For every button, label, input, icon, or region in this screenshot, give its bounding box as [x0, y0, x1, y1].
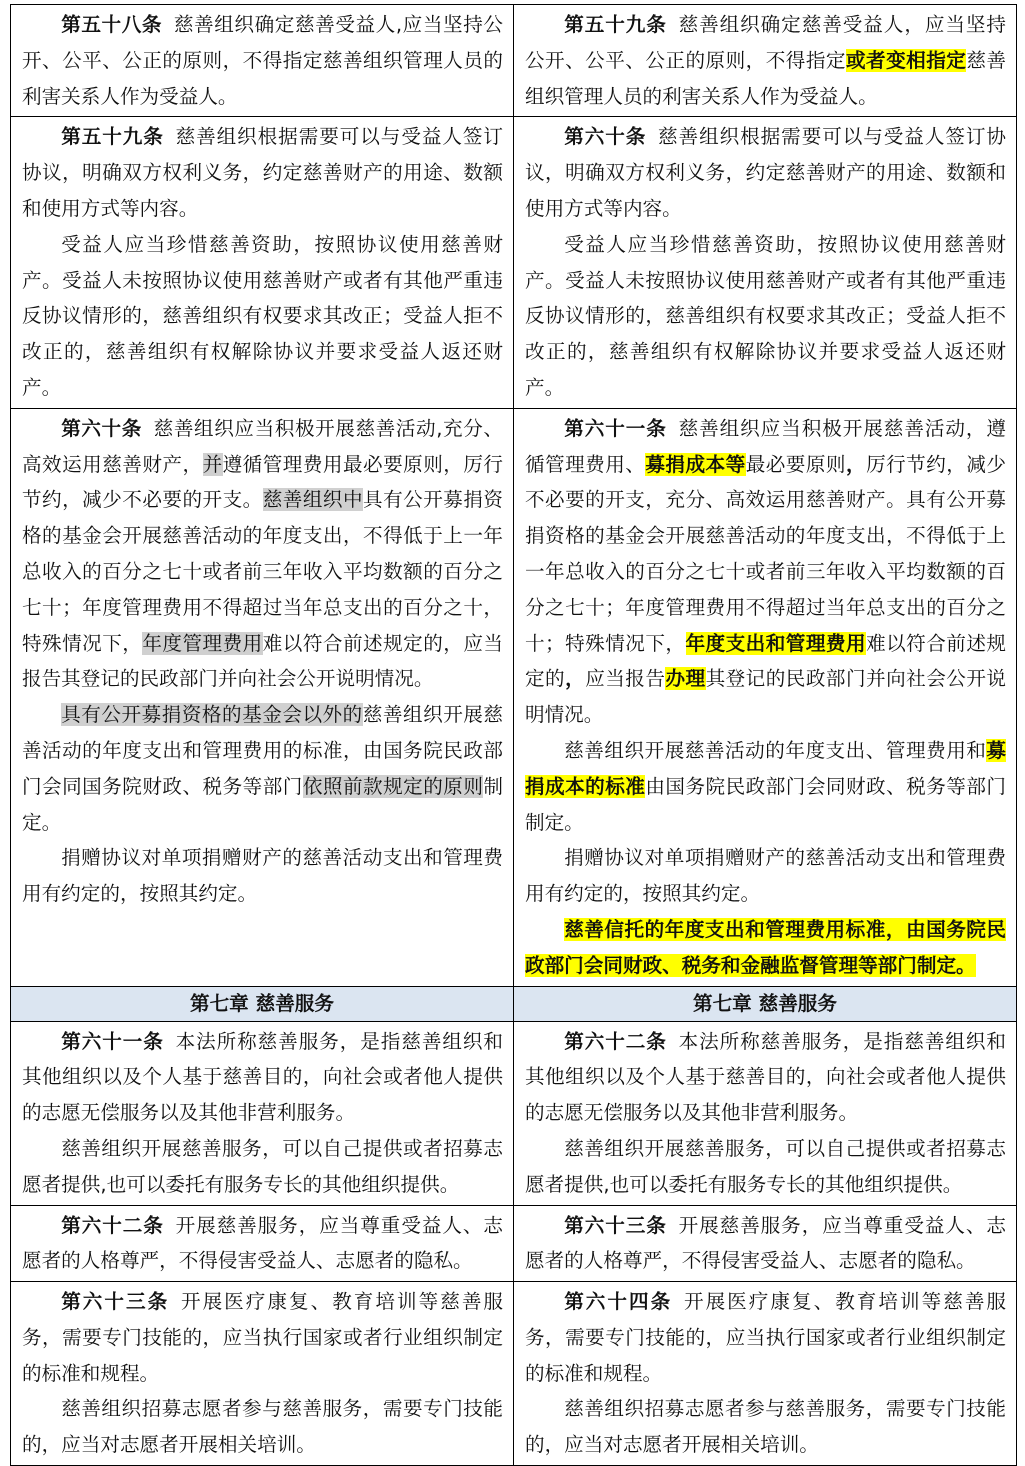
article-paragraph — [525, 733, 1006, 840]
article-paragraph — [22, 1391, 503, 1463]
left-column-cell — [11, 1205, 514, 1282]
article-paragraph — [22, 1024, 503, 1131]
bold-punctuation: ， — [846, 452, 867, 476]
article-text: 开展医疗康复、教育培训等慈善服务，需要专门技能的，应当执行国家或者行业组织制定的标准和规程。 — [525, 1290, 1007, 1385]
article-paragraph — [525, 119, 1006, 226]
article-row — [11, 1205, 1017, 1282]
article-text: 慈善组织确定慈善受益人，应当坚持公开、公平、公正的原则，不得指定 — [525, 13, 1007, 72]
article-paragraph — [525, 1391, 1006, 1463]
changed-text-highlight: 年度管理费用 — [142, 631, 263, 655]
article-number: 第六十三条 — [564, 1213, 667, 1237]
article-text: 慈善组织应当积极开展慈善活动，遵循管理费用、 — [525, 416, 1007, 476]
article-paragraph — [525, 411, 1006, 733]
article-text: 慈善组织开展慈善活动的年度支出和管理费用的标准，由国务院民政部门会同国务院财政、税务等部门 — [22, 703, 504, 798]
new-text-highlight: 或者变相指定 — [845, 48, 967, 72]
article-number: 第六十条 — [564, 125, 647, 149]
changed-text-highlight: 依照前款规定的原则 — [302, 774, 484, 798]
article-text: 由国务院民政部门会同财政、税务等部门制定。 — [525, 774, 1007, 834]
article-paragraph — [22, 411, 503, 697]
left-column-cell — [11, 408, 514, 986]
new-text-highlight: 年度支出和管理费用 — [685, 631, 867, 655]
article-text: 难以符合前述规定的，应当报告其登记的民政部门并向社会公开说明情况。 — [22, 631, 504, 691]
article-text: 慈善组织招募志愿者参与慈善服务，需要专门技能的，应当对志愿者开展相关培训。 — [525, 1397, 1006, 1457]
article-paragraph — [525, 7, 1006, 114]
changed-text-highlight: 慈善组织中 — [262, 488, 364, 512]
article-text: 厉行节约，减少不必要的开支，充分、高效运用慈善财产。具有公开募捐资格的基金会开展慈善活动的年度支出，不得低于上一年总收入的百分之七十或者前三年收入平均数额的百分之七十；年度管理费用不得超过当年总支出的百分之十；特殊情况下， — [525, 452, 1007, 655]
article-row — [11, 1282, 1017, 1466]
article-text: 遵循管理费用最必要原则，厉行节约，减少不必要的开支。 — [22, 452, 504, 512]
article-paragraph — [525, 840, 1006, 912]
changed-text-highlight: 具有公开募捐资格的基金会以外的 — [61, 703, 363, 727]
article-text: 其登记的民政部门并向社会公开说明情况。 — [525, 667, 1007, 727]
article-row — [11, 1021, 1017, 1205]
article-paragraph — [22, 119, 503, 226]
left-column-cell — [11, 5, 514, 117]
chapter-title: 第七章 慈善服务 — [11, 986, 514, 1021]
article-number: 第五十九条 — [61, 125, 164, 149]
left-column-cell — [11, 1282, 514, 1466]
left-column-cell — [11, 1021, 514, 1205]
article-text: 受益人应当珍惜慈善资助，按照协议使用慈善财产。受益人未按照协议使用慈善财产或者有其他严重违反协议情形的，慈善组织有权要求其改正；受益人拒不改正的，慈善组织有权解除协议并要求受益人返还财产。 — [525, 232, 1006, 399]
right-column-cell — [514, 5, 1017, 117]
article-text: 慈善组织开展慈善活动的年度支出、管理费用和 — [564, 738, 987, 762]
right-column-cell — [514, 408, 1017, 986]
bold-punctuation: ， — [565, 667, 586, 691]
article-text: 慈善组织管理人员的利害关系人作为受益人。 — [525, 48, 1007, 108]
article-paragraph — [22, 227, 503, 406]
article-text: 应当报告 — [585, 667, 666, 691]
article-row — [11, 408, 1017, 986]
article-number: 第六十一条 — [564, 416, 667, 440]
article-paragraph — [22, 1284, 503, 1391]
right-column-cell — [514, 117, 1017, 408]
article-text: 捐赠协议对单项捐赠财产的慈善活动支出和管理费用有约定的，按照其约定。 — [22, 846, 503, 906]
right-column-cell — [514, 1021, 1017, 1205]
article-text: 最必要原则 — [745, 452, 846, 476]
article-text: 制定。 — [22, 774, 504, 834]
article-number: 第六十四条 — [564, 1290, 673, 1314]
article-paragraph — [22, 7, 503, 114]
article-text: 慈善组织应当积极开展慈善活动,充分、高效运用慈善财产， — [22, 416, 503, 476]
article-text: 慈善组织确定慈善受益人,应当坚持公开、公平、公正的原则，不得指定慈善组织管理人员的利害关系人作为受益人。 — [22, 13, 504, 108]
article-text: 受益人应当珍惜慈善资助，按照协议使用慈善财产。受益人未按照协议使用慈善财产或者有其他严重违反协议情形的，慈善组织有权要求其改正；受益人拒不改正的，慈善组织有权解除协议并要求受益人返还财产。 — [22, 232, 503, 399]
article-text: 慈善组织开展慈善服务，可以自己提供或者招募志愿者提供,也可以委托有服务专长的其他组织提供。 — [22, 1136, 503, 1196]
right-column-cell — [514, 1282, 1017, 1466]
new-text-highlight: 募捐成本的标准 — [525, 738, 1006, 798]
article-text: 慈善组织根据需要可以与受益人签订协议，明确双方权利义务，约定慈善财产的用途、数额和使用方式等内容。 — [22, 125, 504, 220]
article-paragraph — [22, 697, 503, 840]
new-text-highlight: 办理 — [665, 667, 706, 691]
new-text-highlight: 慈善信托的年度支出和管理费用标准，由国务院民政部门会同财政、税务和金融监督管理等部门制定。 — [525, 917, 1006, 977]
table-body — [11, 5, 1017, 1466]
right-column-cell — [514, 1205, 1017, 1282]
article-number: 第六十二条 — [61, 1213, 164, 1237]
article-paragraph — [525, 1284, 1006, 1391]
article-text: 本法所称慈善服务，是指慈善组织和其他组织以及个人基于慈善目的，向社会或者他人提供的志愿无偿服务以及其他非营利服务。 — [525, 1029, 1007, 1125]
article-text: 慈善组织根据需要可以与受益人签订协议，明确双方权利义务，约定慈善财产的用途、数额和使用方式等内容。 — [525, 125, 1006, 220]
comparison-table-wrapper — [10, 4, 1016, 1466]
article-paragraph — [22, 1131, 503, 1203]
article-paragraph — [22, 1208, 503, 1280]
article-number: 第六十一条 — [61, 1029, 164, 1053]
article-paragraph — [22, 840, 503, 912]
article-row — [11, 117, 1017, 408]
chapter-heading-row — [11, 986, 1017, 1021]
changed-text-highlight: 并 — [202, 452, 223, 476]
article-text: 开展医疗康复、教育培训等慈善服务，需要专门技能的，应当执行国家或者行业组织制定的标准和规程。 — [22, 1290, 504, 1385]
article-paragraph — [525, 912, 1006, 984]
article-text: 捐赠协议对单项捐赠财产的慈善活动支出和管理费用有约定的，按照其约定。 — [525, 846, 1006, 906]
article-number: 第五十八条 — [61, 13, 163, 36]
chapter-title: 第七章 慈善服务 — [514, 986, 1017, 1021]
article-paragraph — [525, 1131, 1006, 1203]
article-text: 开展慈善服务，应当尊重受益人、志愿者的人格尊严，不得侵害受益人、志愿者的隐私。 — [525, 1213, 1007, 1273]
article-number: 第六十条 — [61, 416, 142, 440]
article-text: 本法所称慈善服务，是指慈善组织和其他组织以及个人基于慈善目的，向社会或者他人提供的志愿无偿服务以及其他非营利服务。 — [22, 1029, 504, 1125]
article-text: 开展慈善服务，应当尊重受益人、志愿者的人格尊严，不得侵害受益人、志愿者的隐私。 — [22, 1213, 504, 1273]
new-text-highlight: 募捐成本等 — [645, 452, 746, 476]
left-column-cell — [11, 117, 514, 408]
article-paragraph — [525, 1024, 1006, 1131]
article-number: 第六十三条 — [61, 1290, 170, 1314]
article-number: 第五十九条 — [564, 13, 667, 36]
article-number: 第六十二条 — [564, 1029, 667, 1053]
article-text: 慈善组织招募志愿者参与慈善服务，需要专门技能的，应当对志愿者开展相关培训。 — [22, 1397, 503, 1457]
article-text: 具有公开募捐资格的基金会开展慈善活动的年度支出，不得低于上一年总收入的百分之七十或者前三年收入平均数额的百分之七十；年度管理费用不得超过当年总支出的百分之十，特殊情况下， — [22, 488, 504, 655]
article-text: 慈善组织开展慈善服务，可以自己提供或者招募志愿者提供,也可以委托有服务专长的其他组织提供。 — [525, 1136, 1006, 1196]
article-paragraph — [525, 227, 1006, 406]
article-paragraph — [525, 1208, 1006, 1280]
article-text: 难以符合前述规定的 — [525, 631, 1007, 691]
law-comparison-table — [10, 4, 1017, 1466]
article-row — [11, 5, 1017, 117]
